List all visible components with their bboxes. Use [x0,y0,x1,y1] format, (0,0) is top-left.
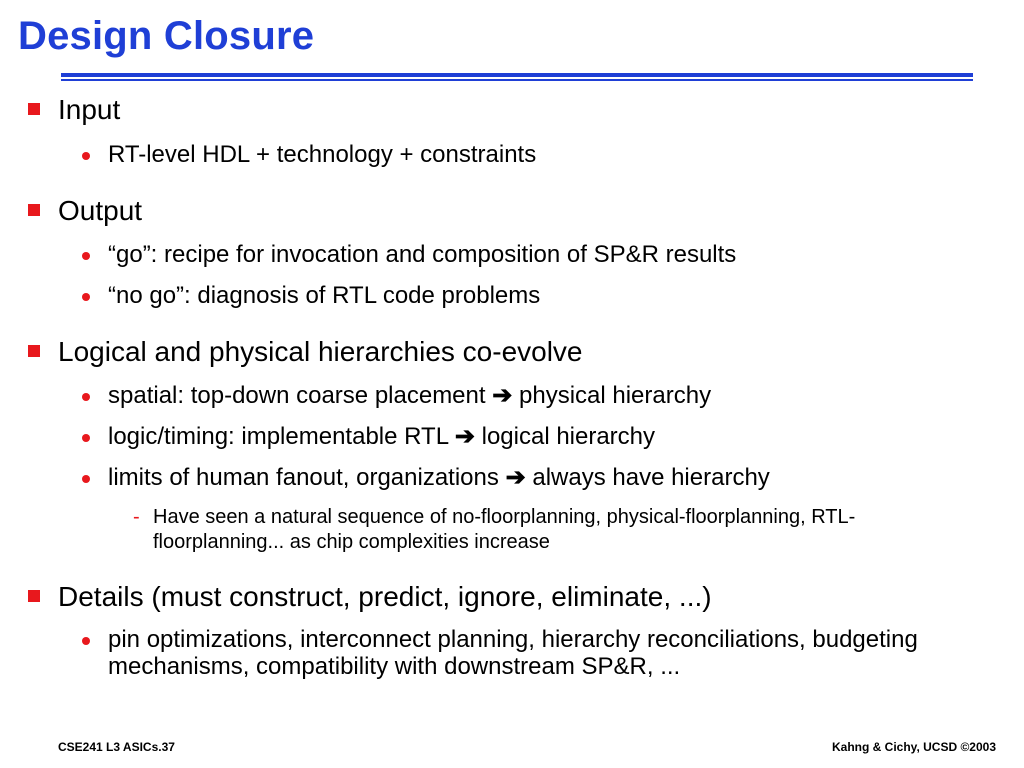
sub-bullet [108,423,655,451]
bullet-text: Logical and physical hierarchies co-evolve [58,336,583,367]
sub-bullet-text: pin optimizations, interconnect planning, hierarchy reconciliations, budgeting mechanisms, compatibility with downstream SP&R, ... [108,626,918,680]
sub-sub-bullet-text: Have seen a natural sequence of no-floorplanning, physical-floorplanning, RTL-floorplanning... as chip complexities increase [153,506,856,553]
sub-bullet [108,382,711,410]
sub-bullet [108,282,540,310]
bullet-text: Input [58,94,121,125]
sub-bullet-text: logical hierarchy [481,423,656,450]
bullet-output [58,195,142,227]
sub-bullet-text: “no go”: diagnosis of RTL code problems [108,282,541,309]
round-bullet-icon [82,293,90,301]
sub-bullet [108,464,770,492]
sub-sub-bullet [133,505,933,555]
square-bullet-icon [28,345,40,357]
arrow-right-icon: ➔ [505,464,526,491]
bullet-input [58,94,120,126]
bullet-hierarchies [58,336,583,368]
square-bullet-icon [28,103,40,115]
sub-bullet [108,241,736,269]
sub-bullet-text: physical hierarchy [519,382,712,409]
sub-bullet-text: limits of human fanout, organizations [108,464,499,491]
sub-bullet-text: always have hierarchy [532,464,770,491]
arrow-right-icon: ➔ [454,423,475,450]
bullet-details [58,581,712,613]
dash-bullet-icon: - [133,506,140,528]
bullet-text: Details (must construct, predict, ignore, eliminate, ...) [58,581,712,612]
round-bullet-icon [82,393,90,401]
sub-bullet-text: logic/timing: implementable RTL [108,423,449,450]
round-bullet-icon [82,434,90,442]
sub-bullet-text: “go”: recipe for invocation and composition of SP&R results [108,241,737,268]
sub-bullet [108,626,968,680]
square-bullet-icon [28,204,40,216]
round-bullet-icon [82,637,90,645]
round-bullet-icon [82,252,90,260]
arrow-right-icon: ➔ [492,382,513,409]
title-rule-thick [61,73,973,77]
footer-copyright: Kahng & Cichy, UCSD ©2003 [832,740,996,754]
slide-title: Design Closure [18,14,315,58]
bullet-text: Output [58,195,143,226]
round-bullet-icon [82,152,90,160]
sub-bullet-text: spatial: top-down coarse placement [108,382,486,409]
footer-course-label: CSE241 L3 ASICs.37 [58,740,175,754]
sub-bullet-text: RT-level HDL + technology + constraints [108,141,537,168]
title-rule-thin [61,79,973,81]
sub-bullet [108,141,536,169]
square-bullet-icon [28,590,40,602]
round-bullet-icon [82,475,90,483]
